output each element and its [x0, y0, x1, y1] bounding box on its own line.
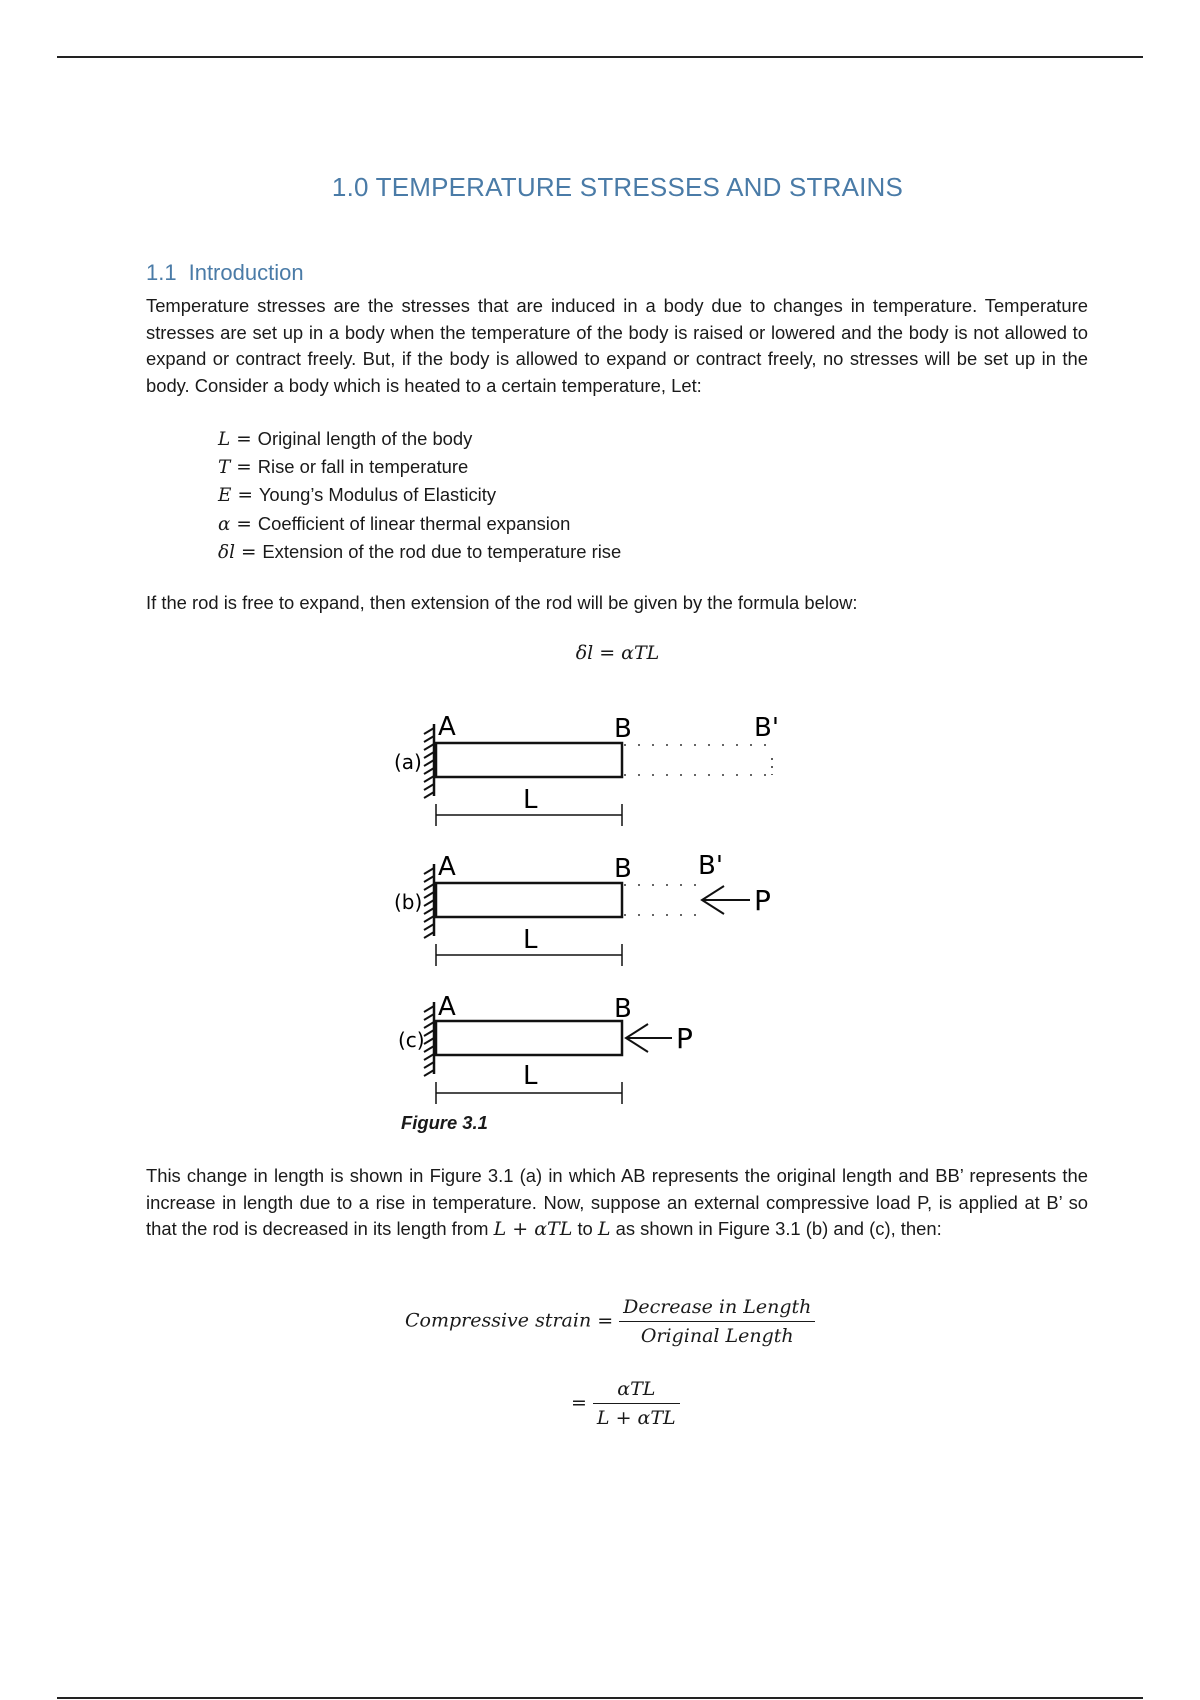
point-b-label: B — [614, 994, 632, 1024]
panel-a — [394, 712, 779, 826]
page-title: 1.0 TEMPERATURE STRESSES AND STRAINS — [331, 172, 904, 202]
strain-formula-result: = $\frac{\text{αTL}}{\text{L + αTL}}$ — [565, 1378, 680, 1429]
header-rule — [57, 56, 1143, 58]
point-b-prime-label: B' — [698, 851, 723, 881]
strain-lhs: Compressive strain — [405, 1309, 592, 1332]
definition-item: E = Young’s Modulus of Elasticity — [218, 484, 497, 507]
point-b-label: B — [614, 854, 632, 884]
section-title: Introduction — [188, 260, 304, 285]
definition-item: L = Original length of the body — [218, 428, 473, 450]
point-a-label: A — [438, 712, 456, 742]
figure-caption: Figure 3.1 — [401, 1112, 488, 1133]
panel-b-label: (b) — [394, 890, 423, 914]
rod-figure — [380, 690, 880, 1130]
point-b-label: B — [614, 714, 632, 744]
load-label-b: P — [754, 884, 771, 917]
definition-item: α = Coefficient of linear thermal expansion — [218, 512, 571, 535]
intro-paragraph: Temperature stresses are the stresses that are induced in a body due to changes in temperature. Temperature stresses are set up in a body when the temperature of the body is raised or lowered and the body is not allowed to expand or contract freely. But, if the body is allowed to expand or contract freely, no stresses will be set up in the body. Consider a body which is heated to a certain temperature, Let: — [146, 295, 1088, 396]
free-expansion-text: If the rod is free to expand, then extension of the rod will be given by the formula below: — [146, 592, 858, 613]
definition-item: δl = Extension of the rod due to temperature rise — [218, 540, 622, 563]
point-a-label: A — [438, 852, 456, 882]
panel-c-label: (c) — [398, 1028, 425, 1052]
length-label-a: L — [523, 785, 538, 815]
strain-formula: Compressive strain = $\frac{\text{Decrease in Length}}{\text{Original Length}}$ — [405, 1296, 815, 1347]
panel-c — [398, 992, 693, 1104]
length-label-b: L — [523, 925, 538, 955]
panel-a-label: (a) — [394, 750, 422, 774]
strain-fraction: $\frac{\text{Decrease in Length}}{\text{Original Length}}$ — [619, 1296, 815, 1347]
point-b-prime-label: B' — [754, 713, 779, 743]
change-paragraph: This change in length is shown in Figure 3.1 (a) in which AB represents the original length and BB’ represents the increase in length due to a rise in temperature. Now, suppose an external compressive load P, is applied at B’ so that the rod is decreased in its length from L + αTL to L as shown in Figure 3.1 (b) and (c), then: — [146, 1165, 1088, 1240]
footer-rule — [57, 1697, 1143, 1699]
section-number: 1.1 — [146, 260, 177, 285]
extension-formula: δl = αTL — [575, 642, 660, 664]
strain-result-fraction: $\frac{\text{αTL}}{\text{L + αTL}}$ — [593, 1378, 680, 1429]
load-label-c: P — [676, 1022, 693, 1055]
point-a-label: A — [438, 992, 456, 1022]
panel-b — [394, 851, 771, 966]
rod-a — [436, 743, 622, 777]
length-label-c: L — [523, 1061, 538, 1091]
definitions-list — [218, 425, 621, 566]
definition-item: T = Rise or fall in temperature — [218, 456, 469, 479]
rod-b — [436, 883, 622, 917]
section-heading — [146, 260, 304, 286]
rod-c — [436, 1021, 622, 1055]
